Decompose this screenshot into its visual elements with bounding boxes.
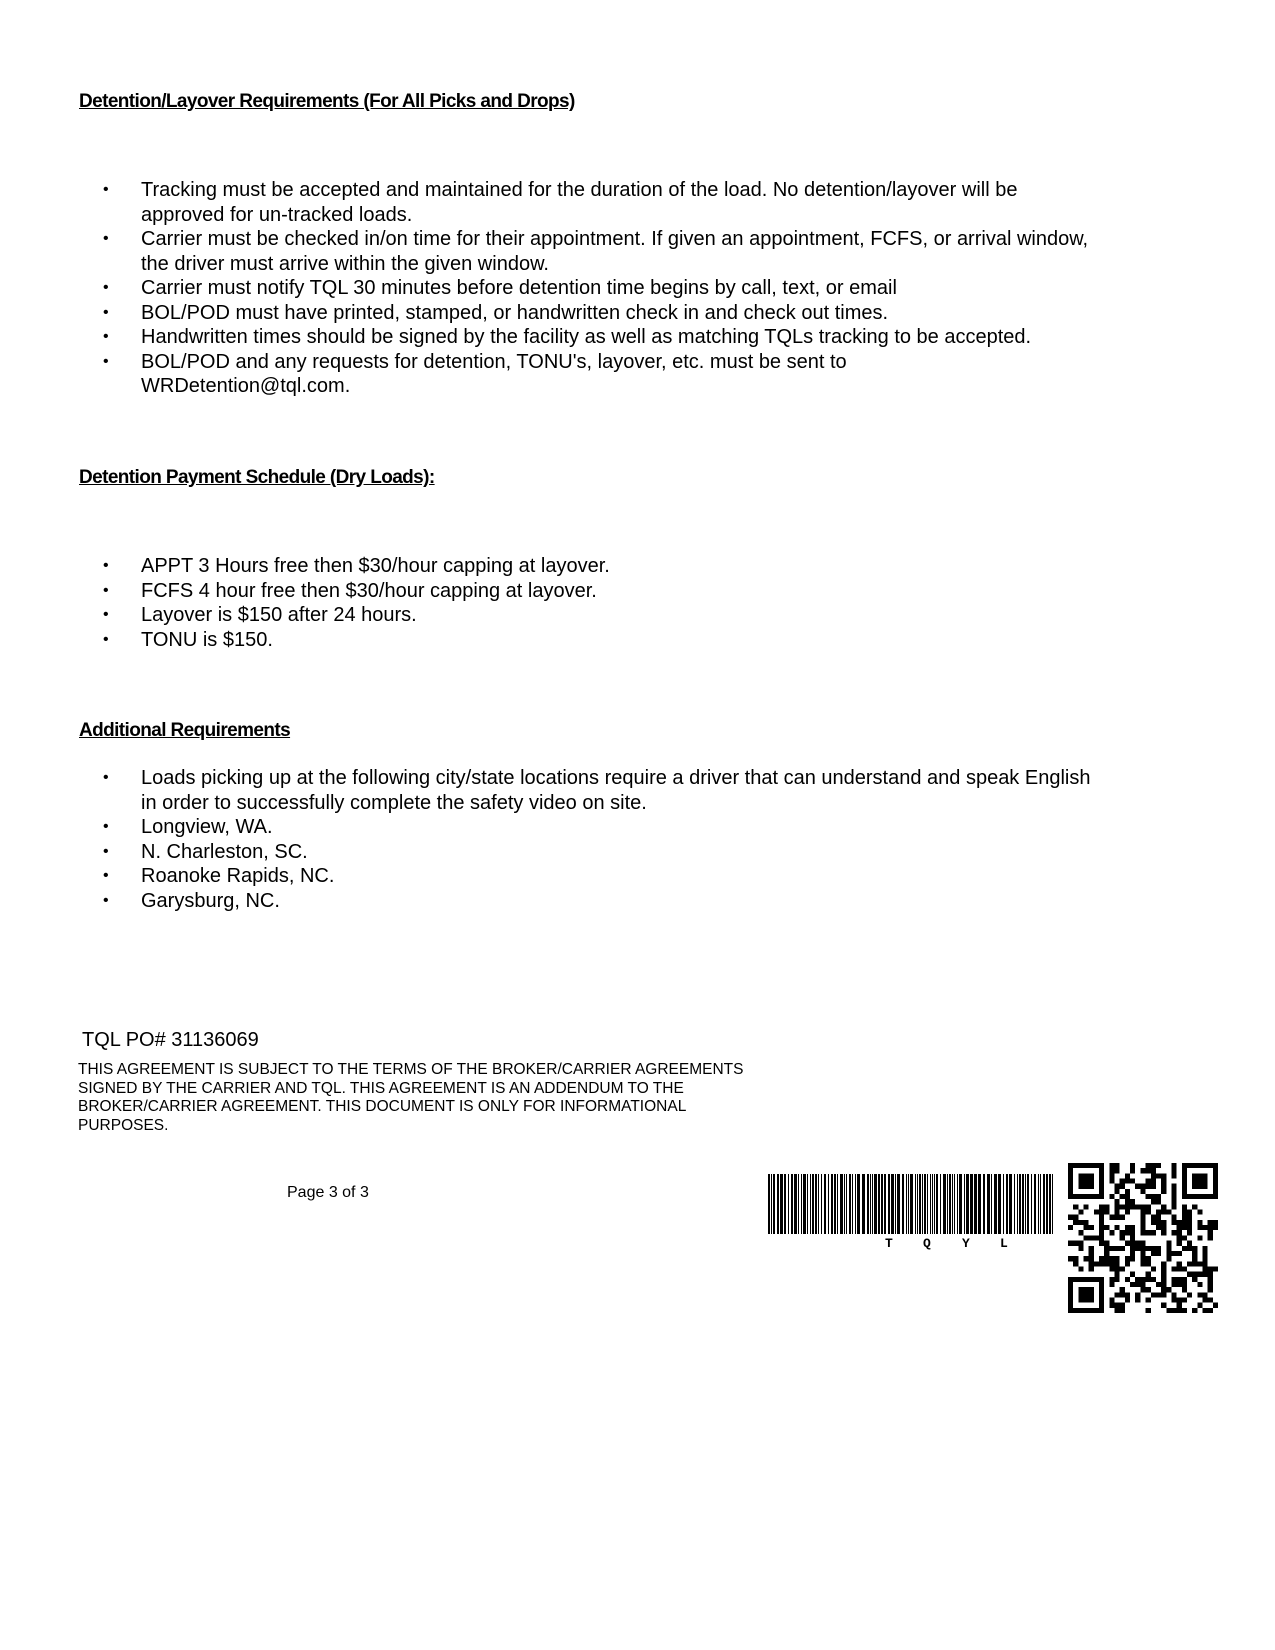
barcode-char: L: [1000, 1236, 1008, 1251]
list-item: • Layover is $150 after 24 hours.: [103, 603, 1093, 628]
detention-layover-list: [103, 178, 1093, 399]
list-item: • Longview, WA.: [103, 815, 1093, 840]
barcode-caption: [768, 1236, 1056, 1252]
barcode-char: Y: [962, 1236, 970, 1251]
agreement-disclaimer: THIS AGREEMENT IS SUBJECT TO THE TERMS OF THE BROKER/CARRIER AGREEMENTS SIGNED BY THE CARRIER AND TQL. THIS AGREEMENT IS AN ADDENDUM TO THE BROKER/CARRIER AGREEMENT. THIS DOCUMENT IS ONLY FOR INFORMATIONAL PURPOSES.: [78, 1061, 744, 1134]
list-item: • N. Charleston, SC.: [103, 840, 1093, 865]
barcode-char: T: [885, 1236, 893, 1251]
payment-schedule-heading: Detention Payment Schedule (Dry Loads):: [79, 467, 435, 488]
list-item: • APPT 3 Hours free then $30/hour capping at layover.: [103, 554, 1093, 579]
list-item: • BOL/POD and any requests for detention, TONU's, layover, etc. must be sent to WRDetention@tql.com.: [103, 350, 901, 399]
list-item: • BOL/POD must have printed, stamped, or handwritten check in and check out times.: [103, 301, 1093, 326]
additional-requirements-list: [103, 766, 1093, 913]
list-item: • Tracking must be accepted and maintained for the duration of the load. No detention/layover will be approved for un-tracked loads.: [103, 178, 1093, 227]
list-item: • FCFS 4 hour free then $30/hour capping at layover.: [103, 579, 1093, 604]
list-item: • TONU is $150.: [103, 628, 1093, 653]
barcode-icon: [768, 1174, 1056, 1234]
po-number: TQL PO# 31136069: [82, 1029, 259, 1051]
list-item: • Garysburg, NC.: [103, 889, 1093, 914]
list-item: • Carrier must notify TQL 30 minutes before detention time begins by call, text, or email: [103, 276, 1093, 301]
qr-code-icon: [1068, 1163, 1218, 1313]
list-item: • Carrier must be checked in/on time for their appointment. If given an appointment, FCFS, or arrival window, the driver must arrive within the given window.: [103, 227, 1093, 276]
list-item: • Loads picking up at the following city/state locations require a driver that can understand and speak English in order to successfully complete the safety video on site.: [103, 766, 1093, 815]
list-item: • Roanoke Rapids, NC.: [103, 864, 1093, 889]
payment-schedule-list: [103, 554, 1093, 652]
additional-requirements-heading: Additional Requirements: [79, 720, 291, 741]
list-item: • Handwritten times should be signed by the facility as well as matching TQLs tracking to be accepted.: [103, 325, 1093, 350]
page-number: Page 3 of 3: [287, 1184, 369, 1201]
barcode-char: Q: [923, 1236, 931, 1251]
detention-layover-heading: Detention/Layover Requirements (For All Picks and Drops): [79, 91, 575, 112]
